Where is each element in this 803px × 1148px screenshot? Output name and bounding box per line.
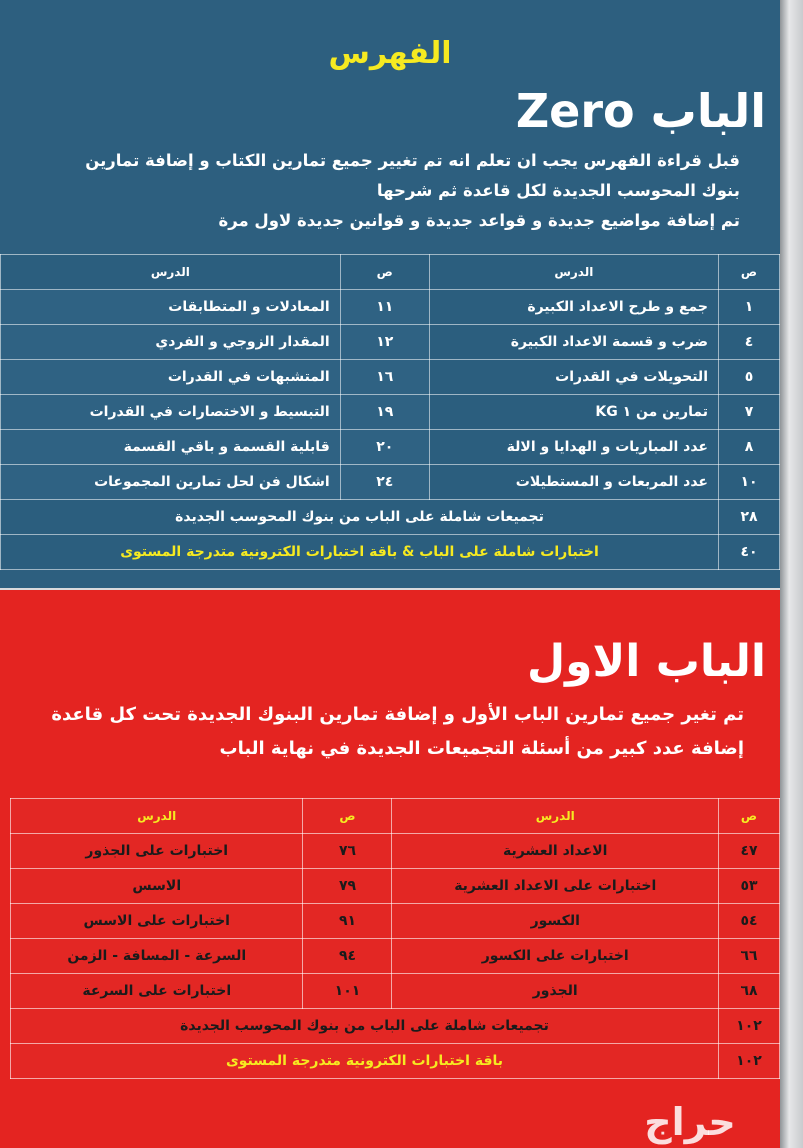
summary-row (11, 1044, 780, 1079)
page-number: ١٠٢ (719, 1044, 780, 1079)
lesson-title: ضرب و قسمة الاعداد الكبيرة (429, 325, 718, 360)
lesson-title: اختبارات على الاعداد العشرية (392, 869, 719, 904)
lesson-title: الاعداد العشرية (392, 834, 719, 869)
header-page: ص (719, 799, 780, 834)
table-row (1, 290, 780, 325)
summary-text: باقة اختبارات الكترونية متدرجة المستوى (11, 1044, 719, 1079)
page-number: ٦٨ (719, 974, 780, 1009)
chapter-one-intro (44, 698, 744, 766)
table-row (1, 325, 780, 360)
summary-row (1, 535, 780, 570)
page-number: ٧٦ (303, 834, 392, 869)
table-row (11, 939, 780, 974)
table-row (11, 834, 780, 869)
header-page: ص (340, 255, 429, 290)
page-number: ٥٣ (719, 869, 780, 904)
lesson-title: قابلية القسمة و باقي القسمة (1, 430, 341, 465)
header-page: ص (719, 255, 780, 290)
lesson-title: المتشبهات في القدرات (1, 360, 341, 395)
page-number: ٩١ (303, 904, 392, 939)
table-row (11, 869, 780, 904)
page-number: ١ (719, 290, 780, 325)
page-number: ٢٠ (340, 430, 429, 465)
chapter-zero-toc-table (0, 254, 780, 570)
table-row (1, 395, 780, 430)
lesson-title: التحويلات في القدرات (429, 360, 718, 395)
lesson-title: اشكال فن لحل تمارين المجموعات (1, 465, 341, 500)
lesson-title: اختبارات على السرعة (11, 974, 303, 1009)
page-number: ٤ (719, 325, 780, 360)
table-row (1, 430, 780, 465)
page-number: ٧ (719, 395, 780, 430)
page-number: ١٢ (340, 325, 429, 360)
summary-row (11, 1009, 780, 1044)
table-header-row (11, 799, 780, 834)
table-row (1, 360, 780, 395)
chapter-zero-intro (40, 146, 740, 236)
intro-line: تم إضافة مواضيع جديدة و قواعد جديدة و قوانين جديدة لاول مرة (218, 211, 740, 230)
intro-line: إضافة عدد كبير من أسئلة التجميعات الجديدة في نهاية الباب (219, 738, 744, 759)
header-lesson: الدرس (11, 799, 303, 834)
page-edge (780, 0, 803, 1148)
page-number: ١١ (340, 290, 429, 325)
lesson-title: عدد المباريات و الهدايا و الالة (429, 430, 718, 465)
page-number: ١٩ (340, 395, 429, 430)
chapter-one-section (0, 590, 780, 1148)
lesson-title: الاسس (11, 869, 303, 904)
chapter-zero-section (0, 0, 780, 588)
intro-line: بنوك المحوسب الجديدة لكل قاعدة ثم شرحها (376, 181, 740, 200)
page-number: ٢٨ (719, 500, 780, 535)
table-header-row (1, 255, 780, 290)
lesson-title: عدد المربعات و المستطيلات (429, 465, 718, 500)
page-number: ١٠٢ (719, 1009, 780, 1044)
page-number: ٧٩ (303, 869, 392, 904)
lesson-title: التبسيط و الاختصارات في القدرات (1, 395, 341, 430)
lesson-title: الجذور (392, 974, 719, 1009)
chapter-zero-title: الباب Zero (515, 84, 766, 138)
chapter-one-toc-table (10, 798, 780, 1079)
header-lesson: الدرس (429, 255, 718, 290)
page-number: ٢٤ (340, 465, 429, 500)
page-number: ٤٧ (719, 834, 780, 869)
page-number: ١٦ (340, 360, 429, 395)
page-number: ٦٦ (719, 939, 780, 974)
lesson-title: المعادلات و المتطابقات (1, 290, 341, 325)
lesson-title: اختبارات على الكسور (392, 939, 719, 974)
lesson-title: الكسور (392, 904, 719, 939)
page-number: ٩٤ (303, 939, 392, 974)
header-page: ص (303, 799, 392, 834)
lesson-title: السرعة - المسافة - الزمن (11, 939, 303, 974)
lesson-title: جمع و طرح الاعداد الكبيرة (429, 290, 718, 325)
lesson-title: اختبارات على الجذور (11, 834, 303, 869)
summary-text: تجميعات شاملة على الباب من بنوك المحوسب الجديدة (11, 1009, 719, 1044)
summary-text: اختبارات شاملة على الباب & باقة اختبارات الكترونية متدرجة المستوى (1, 535, 719, 570)
page-number: ٥٤ (719, 904, 780, 939)
index-title: الفهرس (328, 36, 452, 71)
table-row (11, 974, 780, 1009)
page-number: ١٠ (719, 465, 780, 500)
page-number: ٥ (719, 360, 780, 395)
intro-line: تم تغير جميع تمارين الباب الأول و إضافة تمارين البنوك الجديدة تحت كل قاعدة (51, 704, 744, 725)
page-number: ٨ (719, 430, 780, 465)
table-row (11, 904, 780, 939)
lesson-title: تمارين من ١ KG (429, 395, 718, 430)
chapter-one-title: الباب الاول (527, 636, 766, 687)
intro-line: قبل قراءة الفهرس يجب ان تعلم انه تم تغيير جميع تمارين الكتاب و إضافة تمارين (85, 151, 740, 170)
lesson-title: المقدار الزوجي و الفردي (1, 325, 341, 360)
summary-row (1, 500, 780, 535)
header-lesson: الدرس (1, 255, 341, 290)
summary-text: تجميعات شاملة على الباب من بنوك المحوسب الجديدة (1, 500, 719, 535)
table-row (1, 465, 780, 500)
watermark-logo: حراج (644, 1100, 736, 1144)
page-number: ١٠١ (303, 974, 392, 1009)
header-lesson: الدرس (392, 799, 719, 834)
lesson-title: اختبارات على الاسس (11, 904, 303, 939)
page-number: ٤٠ (719, 535, 780, 570)
